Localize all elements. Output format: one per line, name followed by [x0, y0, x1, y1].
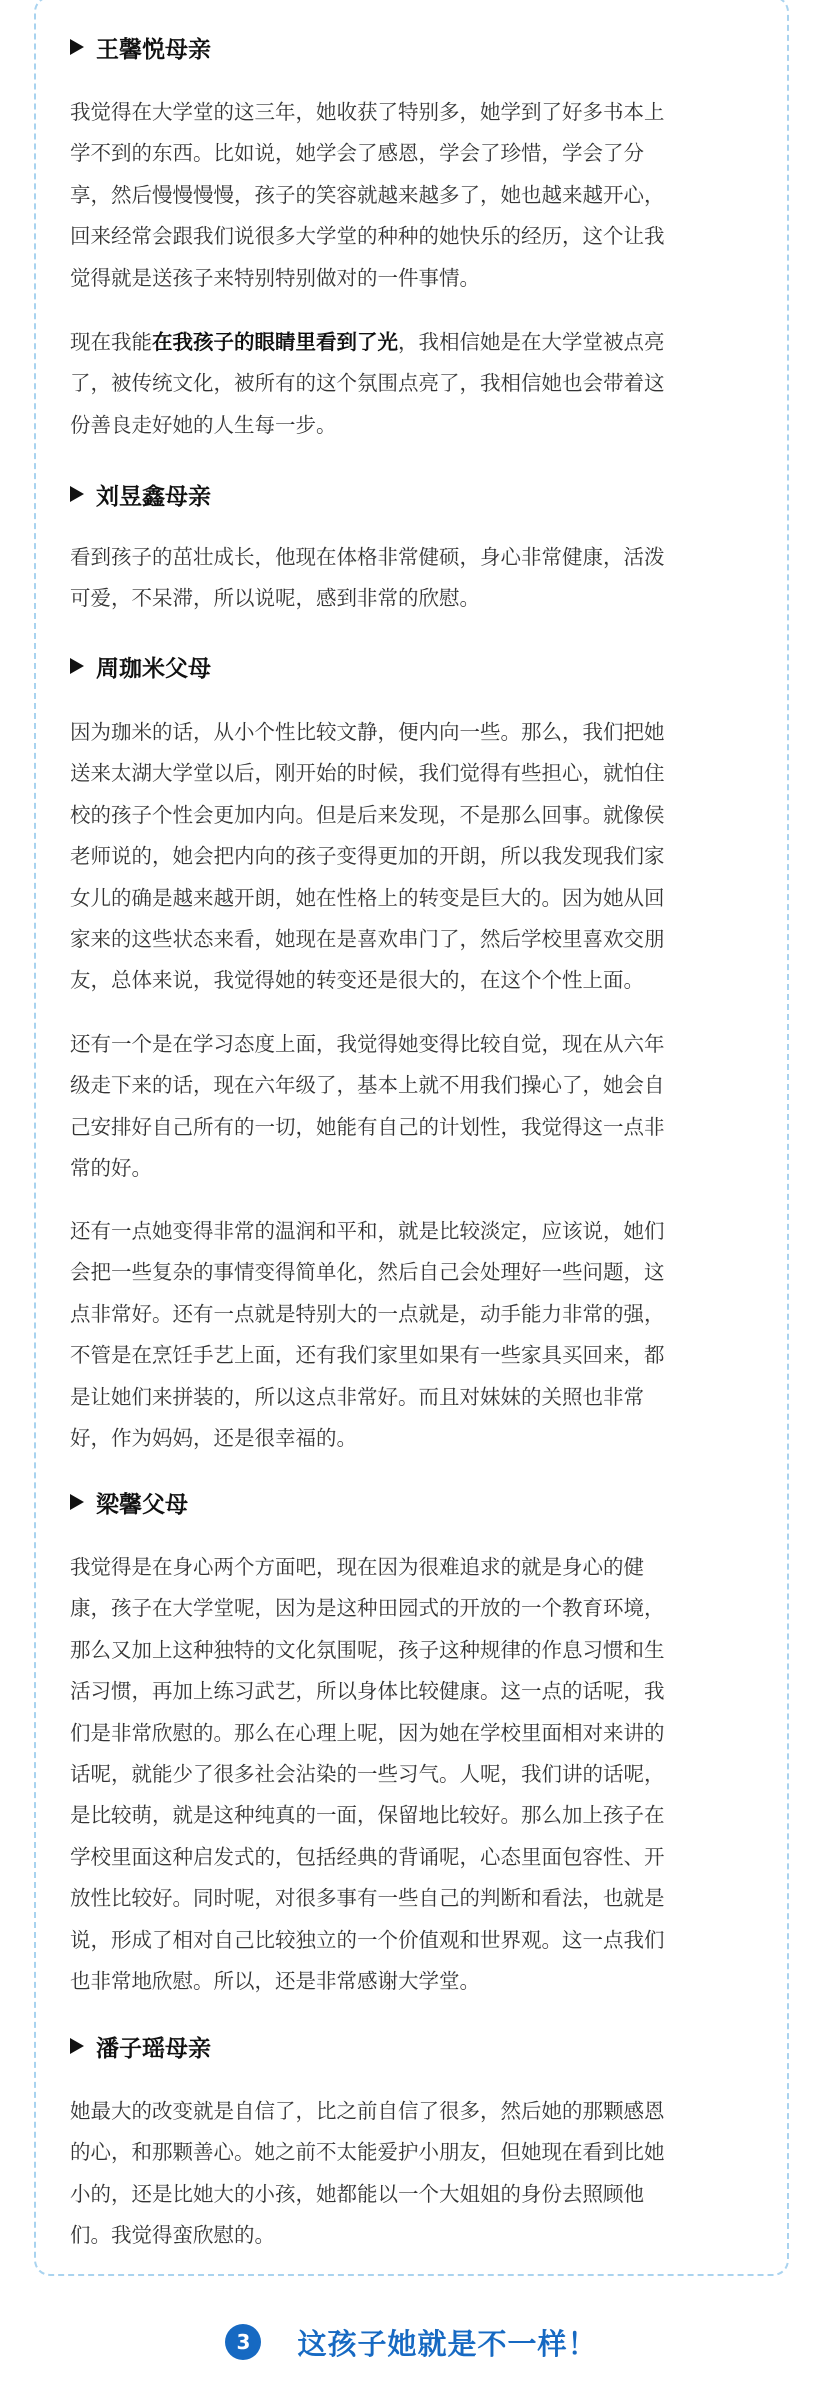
- text-line: 了，被传统文化，被所有的这个氛围点亮了，我相信她也会带着这: [70, 371, 665, 396]
- text-line: 送来太湖大学堂以后，刚开始的时候，我们觉得有些担心，就怕住: [70, 761, 665, 786]
- text-line: 放性比较好。同时呢，对很多事有一些自己的判断和看法，也就是: [70, 1886, 665, 1911]
- text-line: 好，作为妈妈，还是很幸福的。: [70, 1426, 357, 1451]
- text-line: 的心，和那颗善心。她之前不太能爱护小朋友，但她现在看到比她: [70, 2140, 665, 2165]
- section-heading: [70, 1485, 755, 1519]
- section-heading-label: 梁馨父母: [96, 1491, 188, 1518]
- text-line: 小的，还是比她大的小孩，她都能以一个大姐姐的身份去照顾他: [70, 2181, 644, 2206]
- paragraph: [70, 322, 755, 446]
- text-line: 点非常好。还有一点就是特别大的一点就是，动手能力非常的强，: [70, 1301, 665, 1326]
- text-line: 享，然后慢慢慢慢，孩子的笑容就越来越多了，她也越来越开心，: [70, 182, 665, 207]
- text-line: 我觉得是在身心两个方面吧，现在因为很难追求的就是身心的健: [70, 1555, 644, 1579]
- text-line: 也非常地欣慰。所以，还是非常感谢大学堂。: [70, 1969, 480, 1994]
- text-line: [70, 322, 755, 363]
- triangle-right-icon: [70, 1494, 84, 1510]
- paragraph: [70, 1024, 755, 1190]
- text-line: 是比较萌，就是这种纯真的一面，保留地比较好。那么加上孩子在: [70, 1803, 665, 1828]
- text-run: 现在我能: [70, 330, 152, 354]
- paragraph: [70, 92, 755, 299]
- text-line: 女儿的确是越来越开朗，她在性格上的转变是巨大的。因为她从回: [70, 885, 665, 910]
- section-liuyuxin-mother: [70, 477, 755, 511]
- section-heading: [70, 2029, 755, 2063]
- section-liangxin-parents: [70, 1485, 755, 1519]
- text-line: 还有一个是在学习态度上面，我觉得她变得比较自觉，现在从六年: [70, 1032, 665, 1056]
- text-line: 家来的这些状态来看，她现在是喜欢串门了，然后学校里喜欢交朋: [70, 927, 665, 952]
- triangle-right-icon: [70, 486, 84, 502]
- text-line: 康，孩子在大学堂呢，因为是这种田园式的开放的一个教育环境，: [70, 1596, 665, 1621]
- text-line: 不管是在烹饪手艺上面，还有我们家里如果有一些家具买回来，都: [70, 1343, 665, 1368]
- section-number-badge: 3: [225, 2324, 261, 2360]
- text-line: 说，形成了相对自己比较独立的一个价值观和世界观。这一点我们: [70, 1927, 665, 1952]
- text-line: 我觉得在大学堂的这三年，她收获了特别多，她学到了好多书本上: [70, 100, 665, 124]
- next-section-title: 这孩子她就是不一样！: [297, 2326, 598, 2361]
- text-line: 她最大的改变就是自信了，比之前自信了很多，然后她的那颗感恩: [70, 2099, 665, 2123]
- text-line: 份善良走好她的人生每一步。: [70, 412, 337, 437]
- text-line: 话呢，就能少了很多社会沾染的一些习气。人呢，我们讲的话呢，: [70, 1762, 665, 1787]
- text-line: 常的好。: [70, 1156, 152, 1181]
- text-line: 因为珈米的话，从小个性比较文静，便内向一些。那么，我们把她: [70, 720, 665, 744]
- paragraph: [70, 537, 755, 620]
- paragraph: [70, 1211, 755, 1459]
- paragraph: [70, 712, 755, 1002]
- text-line: 们。我觉得蛮欣慰的。: [70, 2223, 275, 2248]
- text-line: 活习惯，再加上练习武艺，所以身体比较健康。这一点的话呢，我: [70, 1679, 665, 1704]
- text-line: 可爱，不呆滞，所以说呢，感到非常的欣慰。: [70, 586, 480, 611]
- text-line: 老师说的，她会把内向的孩子变得更加的开朗，所以我发现我们家: [70, 844, 665, 869]
- section-zhoujiami-parents: [70, 649, 755, 683]
- text-line: 校的孩子个性会更加内向。但是后来发现，不是那么回事。就像侯: [70, 802, 665, 827]
- text-line: 会把一些复杂的事情变得简单化，然后自己会处理好一些问题，这: [70, 1260, 665, 1285]
- section-heading-label: 刘昱鑫母亲: [96, 483, 211, 510]
- text-line: 己安排好自己所有的一切，她能有自己的计划性，我觉得这一点非: [70, 1114, 665, 1139]
- section-heading-label: 周珈米父母: [96, 655, 211, 682]
- section-heading: [70, 649, 755, 683]
- triangle-right-icon: [70, 658, 84, 674]
- next-section-header: [0, 2320, 823, 2364]
- text-line: 级走下来的话，现在六年级了，基本上就不用我们操心了，她会自: [70, 1073, 665, 1098]
- section-heading-label: 潘子瑶母亲: [96, 2035, 211, 2062]
- triangle-right-icon: [70, 39, 84, 55]
- section-heading-label: 王馨悦母亲: [96, 36, 211, 63]
- text-line: 那么又加上这种独特的文化氛围呢，孩子这种规律的作息习惯和生: [70, 1637, 665, 1662]
- text-line: 看到孩子的茁壮成长，他现在体格非常健硕，身心非常健康，活泼: [70, 545, 665, 569]
- triangle-right-icon: [70, 2038, 84, 2054]
- section-heading: [70, 30, 755, 64]
- text-line: 觉得就是送孩子来特别特别做对的一件事情。: [70, 265, 480, 290]
- text-line: 友，总体来说，我觉得她的转变还是很大的，在这个个性上面。: [70, 968, 644, 993]
- text-run: ，我相信她是在大学堂被点亮: [398, 330, 665, 354]
- text-line: 们是非常欣慰的。那么在心理上呢，因为她在学校里面相对来讲的: [70, 1720, 665, 1745]
- bold-highlight: 在我孩子的眼睛里看到了光: [152, 330, 398, 354]
- section-panziyao-mother: [70, 2029, 755, 2063]
- text-line: 学不到的东西。比如说，她学会了感恩，学会了珍惜，学会了分: [70, 141, 644, 166]
- text-line: 是让她们来拼装的，所以这点非常好。而且对妹妹的关照也非常: [70, 1384, 644, 1409]
- text-line: 回来经常会跟我们说很多大学堂的种种的她快乐的经历，这个让我: [70, 224, 665, 249]
- text-line: 学校里面这种启发式的，包括经典的背诵呢，心态里面包容性、开: [70, 1844, 665, 1869]
- paragraph: [70, 2091, 755, 2257]
- section-wangxinyue-mother: [70, 30, 755, 64]
- section-heading: [70, 477, 755, 511]
- text-line: 还有一点她变得非常的温润和平和，就是比较淡定，应该说，她们: [70, 1219, 665, 1243]
- paragraph: [70, 1547, 755, 2002]
